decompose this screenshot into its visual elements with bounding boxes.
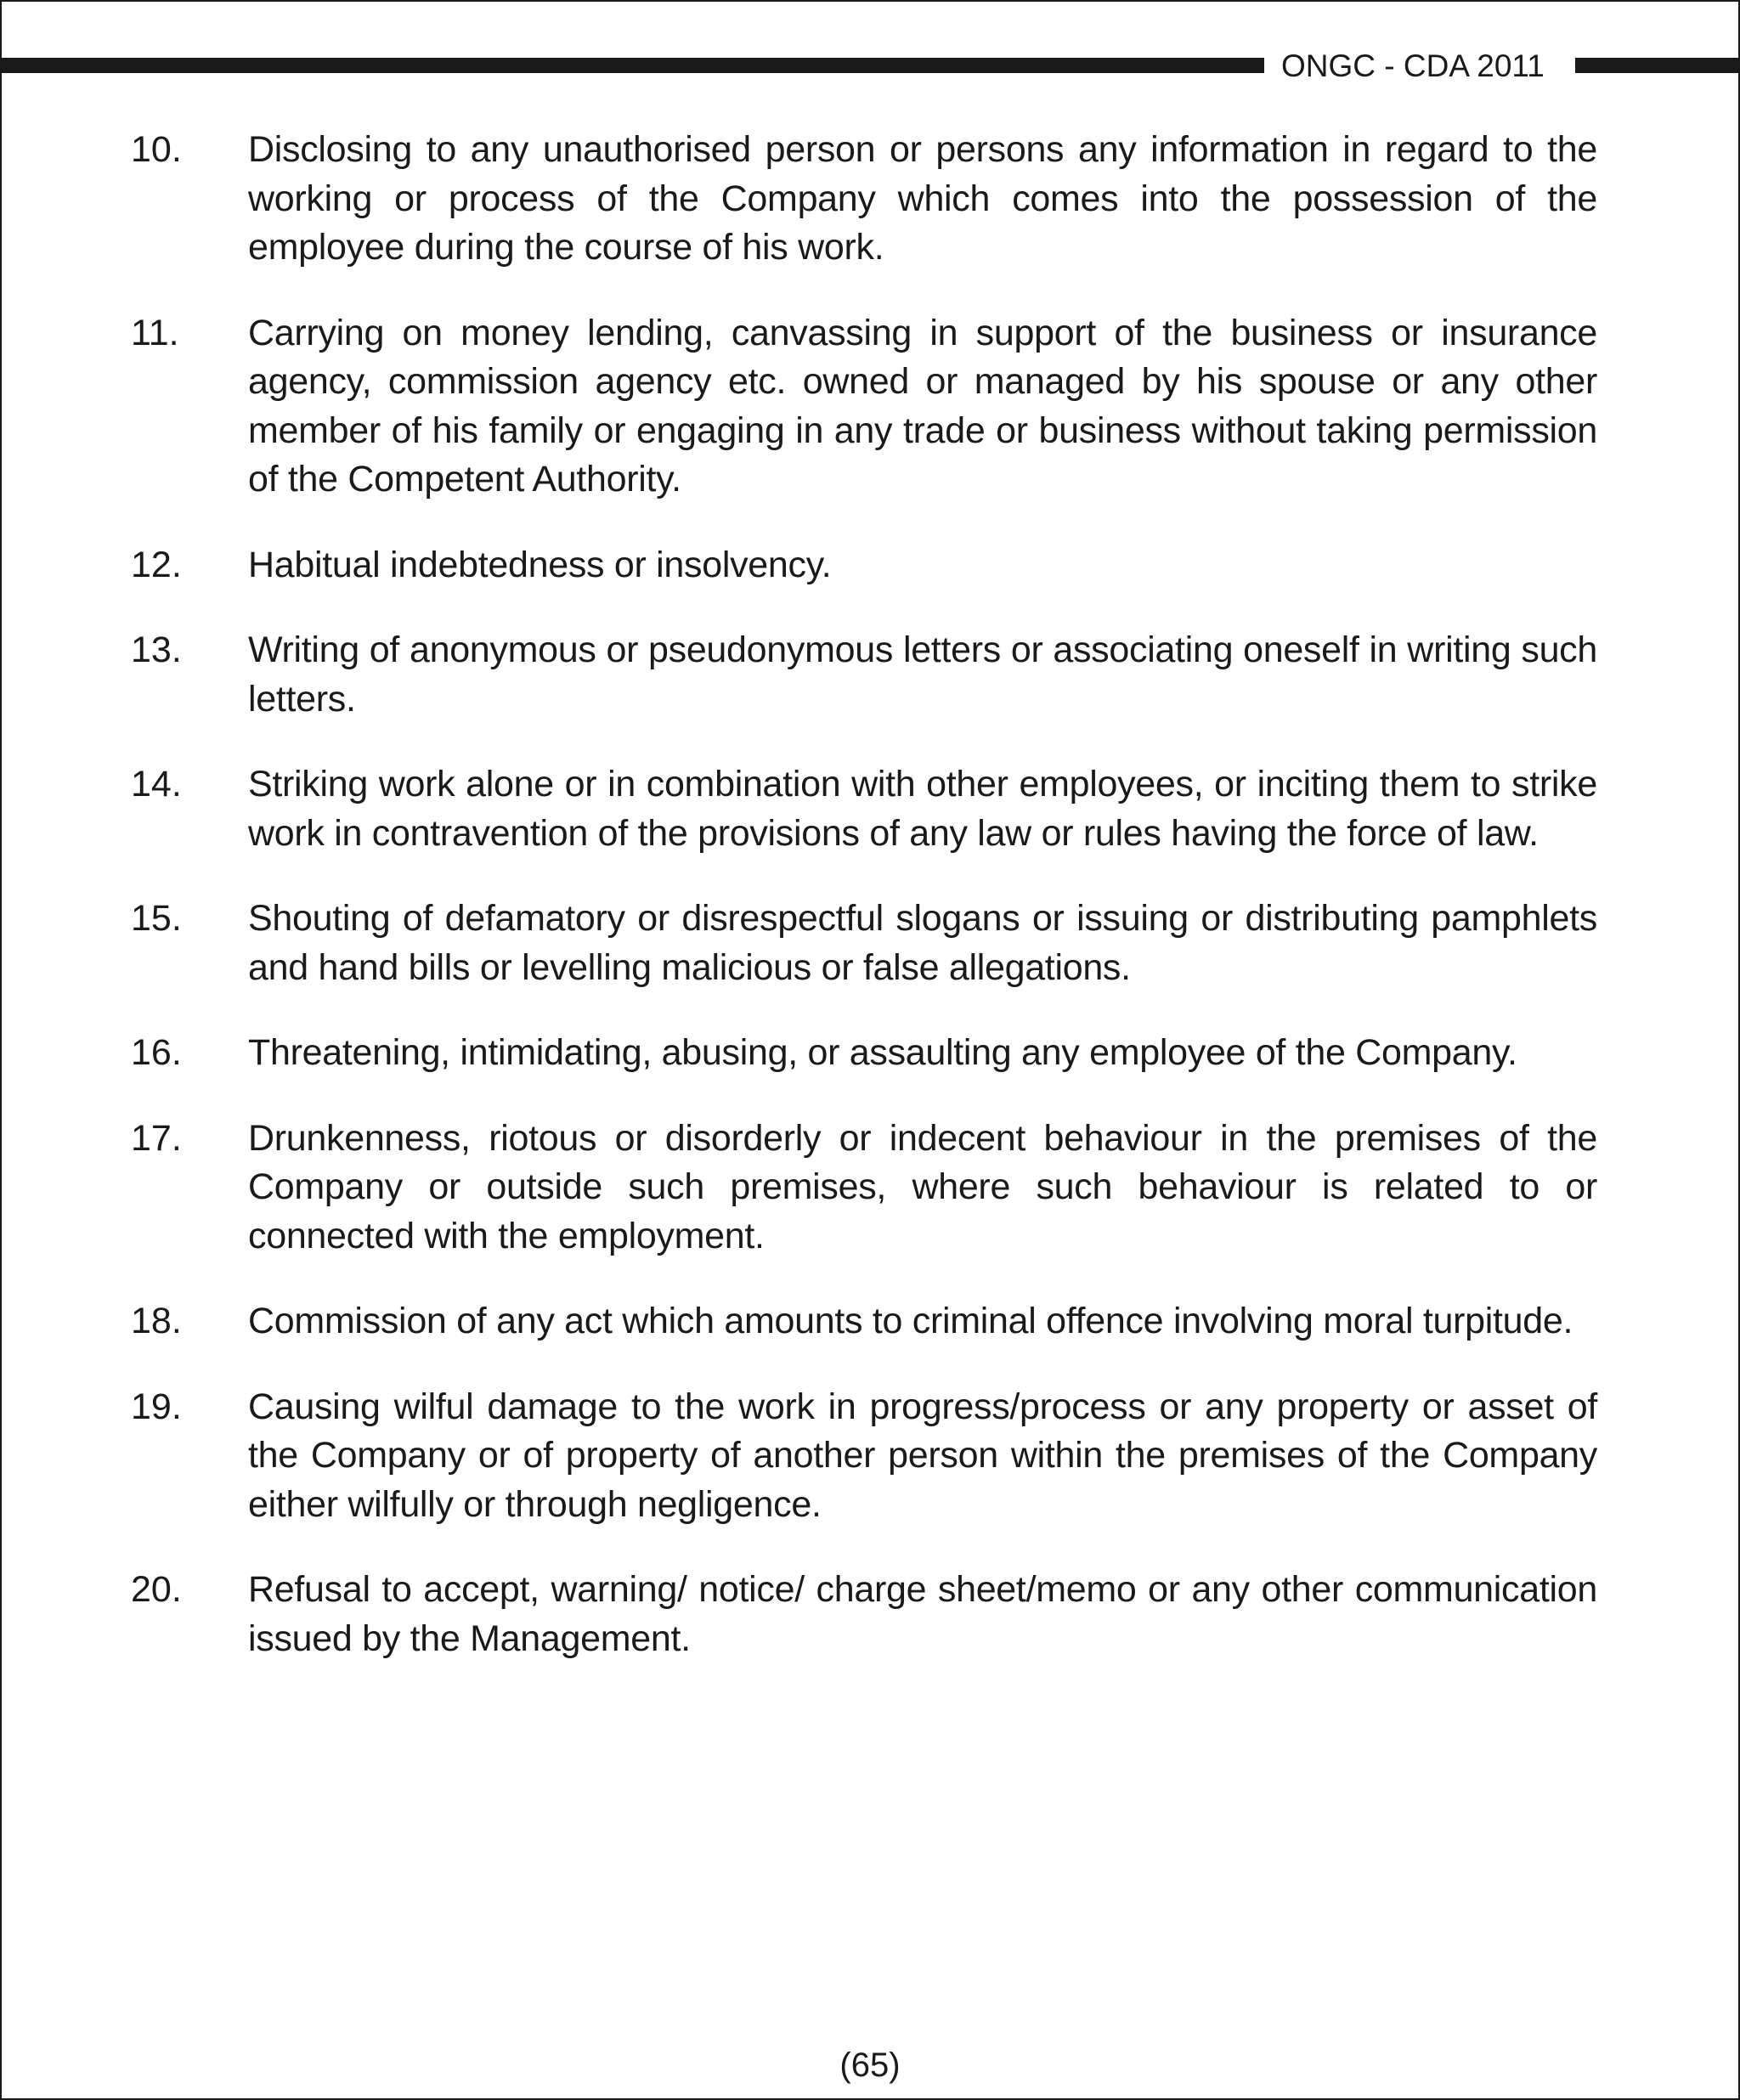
item-text: Habitual indebtedness or insolvency.: [248, 544, 832, 585]
misconduct-list: [131, 126, 1597, 1700]
item-text: Threatening, intimidating, abusing, or assaulting any employee of the Company.: [248, 1032, 1517, 1073]
list-item: [131, 541, 1597, 590]
item-number: 20.: [131, 1569, 182, 1610]
item-number: 17.: [131, 1117, 182, 1159]
header-rule-left: [2, 58, 1264, 73]
list-item: [131, 895, 1597, 992]
list-item: [131, 760, 1597, 858]
list-item: [131, 1297, 1597, 1346]
page-number: (65): [839, 2046, 901, 2084]
item-text: Commission of any act which amounts to criminal offence involving moral turpitude.: [248, 1301, 1573, 1341]
item-number: 16.: [131, 1032, 182, 1073]
item-text: Writing of anonymous or pseudonymous letters or associating oneself in writing such letters.: [248, 629, 1597, 720]
list-item: [131, 1115, 1597, 1262]
header-title: ONGC - CDA 2011: [1281, 48, 1545, 83]
item-number: 12.: [131, 544, 182, 585]
item-number: 18.: [131, 1301, 182, 1341]
item-number: 15.: [131, 898, 182, 939]
item-text: Refusal to accept, warning/ notice/ charge sheet/memo or any other communication issued by the Management.: [248, 1569, 1597, 1659]
header-rule-right: [1575, 58, 1738, 73]
list-item: [131, 1383, 1597, 1530]
item-number: 10.: [131, 129, 182, 170]
item-text: Disclosing to any unauthorised person or persons any information in regard to the working or process of the Company which comes into the possession of the employee during the course of his work.: [248, 129, 1597, 268]
list-item: [131, 626, 1597, 724]
list-item: [131, 126, 1597, 273]
list-item: [131, 309, 1597, 505]
item-number: 11.: [131, 312, 179, 353]
item-text: Striking work alone or in combination with other employees, or inciting them to strike work in contravention of the provisions of any law or rules having the force of law.: [248, 764, 1597, 854]
list-item: [131, 1566, 1597, 1663]
item-text: Drunkenness, riotous or disorderly or indecent behaviour in the premises of the Company or outside such premises, where such behaviour is related to or connected with the employment.: [248, 1117, 1597, 1256]
item-number: 19.: [131, 1386, 182, 1427]
item-number: 14.: [131, 764, 182, 804]
list-item: [131, 1029, 1597, 1078]
item-text: Causing wilful damage to the work in progress/process or any property or asset of the Company or of property of another person within the premises of the Company either wilfully or through negligence.: [248, 1386, 1597, 1525]
item-text: Shouting of defamatory or disrespectful slogans or issuing or distributing pamphlets and hand bills or levelling malicious or false allegations.: [248, 898, 1597, 988]
item-number: 13.: [131, 629, 182, 670]
item-text: Carrying on money lending, canvassing in support of the business or insurance agency, commission agency etc. owned or managed by his spouse or any other member of his family or engaging in any trade or business without taking permission of the Competent Authority.: [248, 312, 1597, 500]
